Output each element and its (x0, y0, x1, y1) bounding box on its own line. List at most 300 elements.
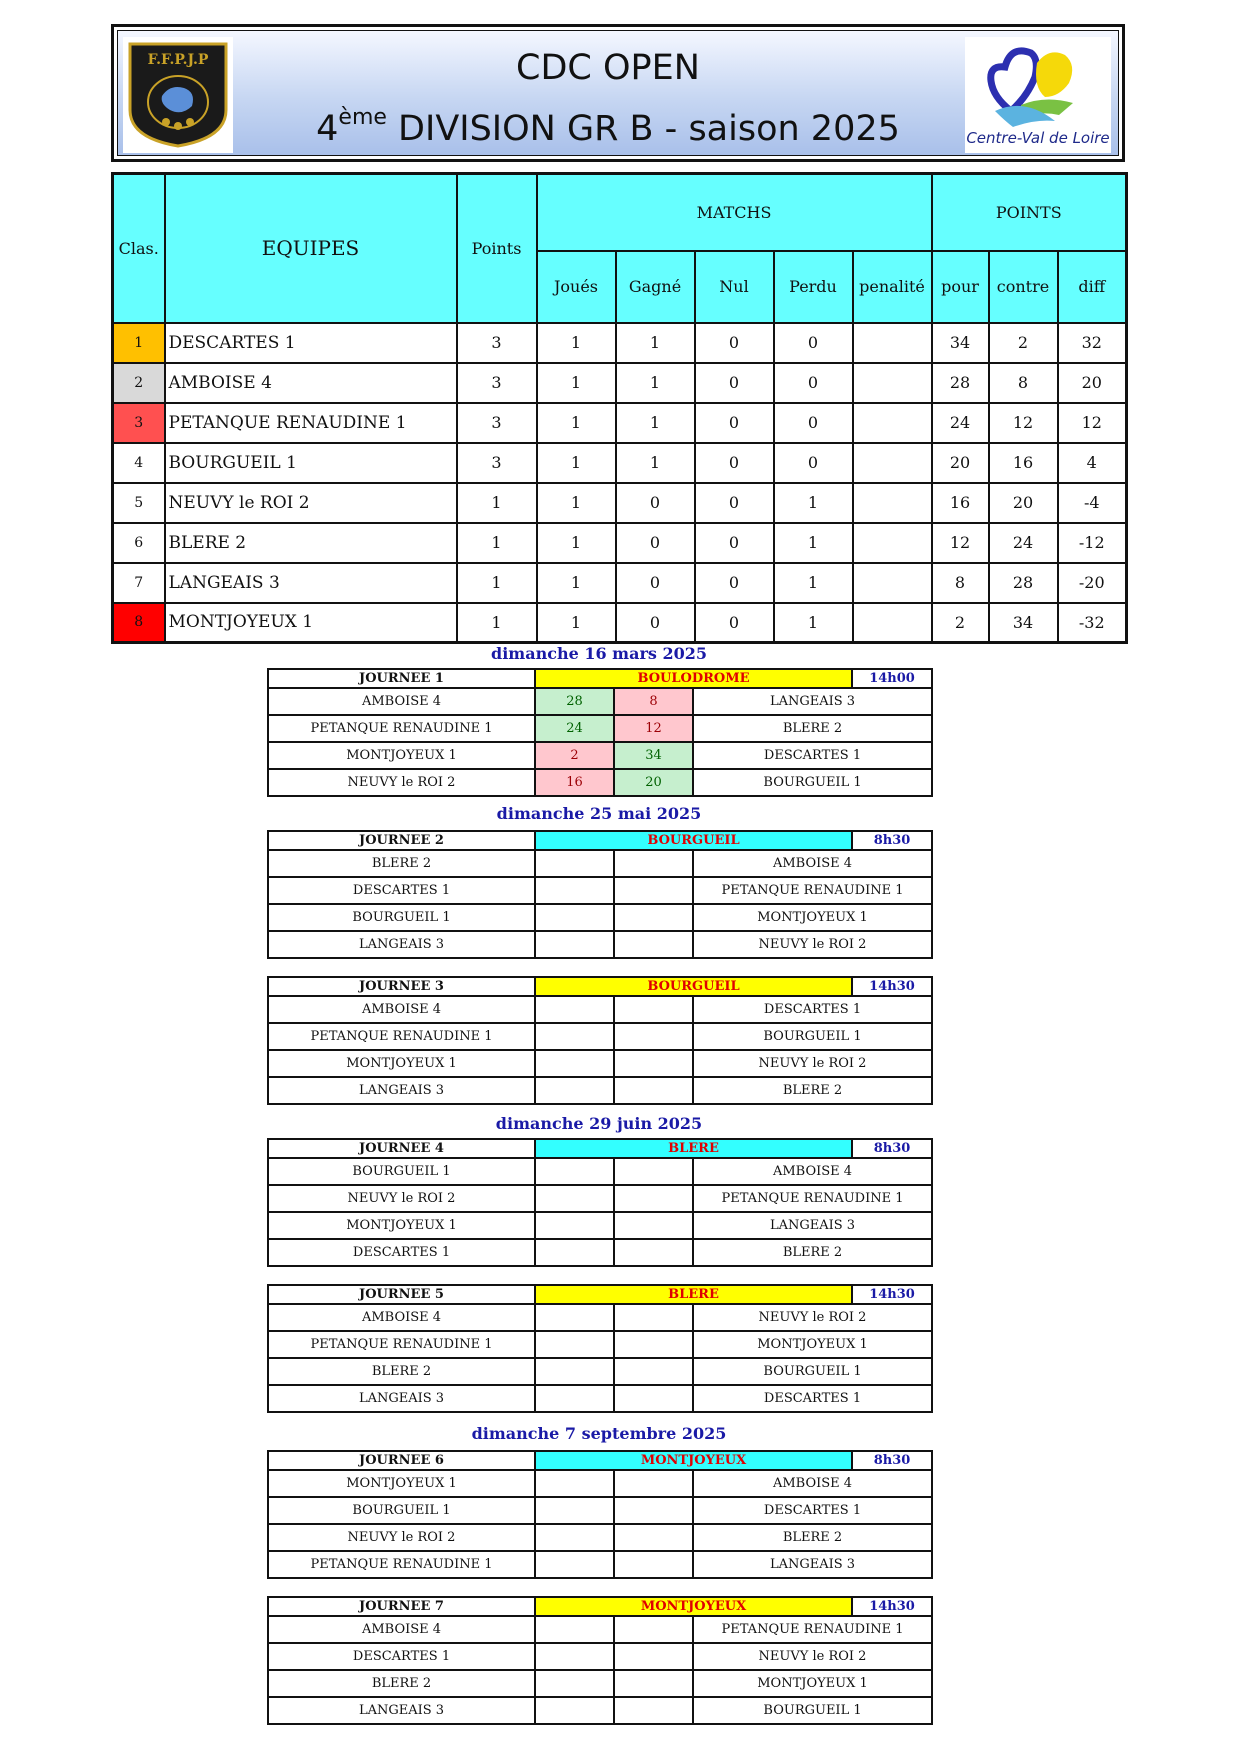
nul-cell: 0 (695, 483, 774, 523)
standings-header-row-1 (113, 174, 1127, 251)
penalite-cell (853, 603, 932, 643)
journee-time: 14h00 (852, 669, 932, 688)
title-superscript: ème (338, 105, 387, 130)
away-score (614, 1643, 693, 1670)
points-cell: 3 (457, 323, 537, 363)
header-perdu: Perdu (774, 251, 853, 323)
table-row (113, 323, 1127, 363)
header-inner (117, 30, 1119, 156)
match-row (268, 1524, 932, 1551)
away-score (614, 1616, 693, 1643)
home-score (535, 1470, 614, 1497)
diff-cell: 12 (1058, 403, 1127, 443)
away-team: PETANQUE RENAUDINE 1 (693, 1616, 932, 1643)
perdu-cell: 0 (774, 363, 853, 403)
gagne-cell: 1 (616, 443, 695, 483)
away-score (614, 1158, 693, 1185)
journee-venue: MONTJOYEUX (535, 1597, 852, 1616)
away-team: MONTJOYEUX 1 (693, 1670, 932, 1697)
rank-cell: 3 (113, 403, 165, 443)
home-team: MONTJOYEUX 1 (268, 1212, 535, 1239)
table-row (113, 523, 1127, 563)
home-score (535, 877, 614, 904)
points-cell: 3 (457, 363, 537, 403)
diff-cell: -4 (1058, 483, 1127, 523)
away-team: DESCARTES 1 (693, 996, 932, 1023)
joues-cell: 1 (537, 563, 616, 603)
home-score (535, 850, 614, 877)
away-score (614, 931, 693, 958)
region-logo-text: Centre-Val de Loire (966, 129, 1110, 147)
penalite-cell (853, 363, 932, 403)
rank-cell: 1 (113, 323, 165, 363)
nul-cell: 0 (695, 563, 774, 603)
journee-label: JOURNEE 4 (268, 1139, 535, 1158)
match-row (268, 1358, 932, 1385)
nul-cell: 0 (695, 403, 774, 443)
contre-cell: 2 (989, 323, 1058, 363)
match-row (268, 1185, 932, 1212)
match-row (268, 1212, 932, 1239)
header-penalite: penalité (853, 251, 932, 323)
away-score (614, 1670, 693, 1697)
contre-cell: 34 (989, 603, 1058, 643)
journee-time: 8h30 (852, 831, 932, 850)
home-score (535, 1524, 614, 1551)
nul-cell: 0 (695, 323, 774, 363)
team-cell: PETANQUE RENAUDINE 1 (165, 403, 457, 443)
ffpjp-logo-text: F.F.P.J.P (147, 52, 209, 68)
day-title: dimanche 16 mars 2025 (491, 644, 707, 663)
points-cell: 1 (457, 483, 537, 523)
home-score (535, 1077, 614, 1104)
pour-cell: 24 (932, 403, 989, 443)
away-score (614, 1023, 693, 1050)
home-team: PETANQUE RENAUDINE 1 (268, 715, 535, 742)
match-row (268, 877, 932, 904)
points-cell: 3 (457, 403, 537, 443)
contre-cell: 20 (989, 483, 1058, 523)
home-score (535, 1497, 614, 1524)
away-team: DESCARTES 1 (693, 1497, 932, 1524)
points-cell: 1 (457, 563, 537, 603)
home-score (535, 1385, 614, 1412)
team-cell: AMBOISE 4 (165, 363, 457, 403)
joues-cell: 1 (537, 443, 616, 483)
team-cell: LANGEAIS 3 (165, 563, 457, 603)
nul-cell: 0 (695, 363, 774, 403)
nul-cell: 0 (695, 523, 774, 563)
home-team: MONTJOYEUX 1 (268, 1050, 535, 1077)
ffpjp-shield-icon (126, 40, 230, 150)
match-row (268, 904, 932, 931)
journee-venue: BOURGUEIL (535, 831, 852, 850)
away-team: DESCARTES 1 (693, 742, 932, 769)
match-row (268, 715, 932, 742)
gagne-cell: 0 (616, 563, 695, 603)
penalite-cell (853, 323, 932, 363)
penalite-cell (853, 483, 932, 523)
journee-time: 14h30 (852, 1285, 932, 1304)
header-banner (111, 24, 1125, 162)
match-row (268, 1304, 932, 1331)
match-row (268, 742, 932, 769)
away-team: PETANQUE RENAUDINE 1 (693, 877, 932, 904)
home-team: BOURGUEIL 1 (268, 1158, 535, 1185)
joues-cell: 1 (537, 363, 616, 403)
journee-header-row (268, 1451, 932, 1470)
home-score (535, 996, 614, 1023)
home-team: BOURGUEIL 1 (268, 904, 535, 931)
home-score (535, 1023, 614, 1050)
away-score (614, 1050, 693, 1077)
contre-cell: 24 (989, 523, 1058, 563)
table-row (113, 403, 1127, 443)
header-nul: Nul (695, 251, 774, 323)
away-score: 20 (614, 769, 693, 796)
page-title (268, 45, 948, 156)
joues-cell: 1 (537, 323, 616, 363)
away-score (614, 904, 693, 931)
day-title: dimanche 7 septembre 2025 (471, 1424, 727, 1443)
match-row (268, 1616, 932, 1643)
home-score (535, 1158, 614, 1185)
journee-time: 8h30 (852, 1451, 932, 1470)
match-row (268, 1497, 932, 1524)
header-contre: contre (989, 251, 1058, 323)
journee-time: 14h30 (852, 977, 932, 996)
home-team: BLERE 2 (268, 1358, 535, 1385)
match-row (268, 1643, 932, 1670)
perdu-cell: 1 (774, 483, 853, 523)
contre-cell: 16 (989, 443, 1058, 483)
match-row (268, 1239, 932, 1266)
match-row (268, 1158, 932, 1185)
diff-cell: 20 (1058, 363, 1127, 403)
table-row (113, 563, 1127, 603)
away-score: 12 (614, 715, 693, 742)
header-joues: Joués (537, 251, 616, 323)
away-team: NEUVY le ROI 2 (693, 1050, 932, 1077)
home-score (535, 1697, 614, 1724)
journee-venue: BLERE (535, 1285, 852, 1304)
away-team: BLERE 2 (693, 1524, 932, 1551)
journee-header-row (268, 977, 932, 996)
home-team: NEUVY le ROI 2 (268, 1185, 535, 1212)
diff-cell: 4 (1058, 443, 1127, 483)
away-team: LANGEAIS 3 (693, 1212, 932, 1239)
home-team: MONTJOYEUX 1 (268, 1470, 535, 1497)
home-score (535, 1239, 614, 1266)
joues-cell: 1 (537, 523, 616, 563)
match-row (268, 688, 932, 715)
home-team: PETANQUE RENAUDINE 1 (268, 1551, 535, 1578)
journee-table (267, 1596, 933, 1725)
header-pour: pour (932, 251, 989, 323)
home-team: BLERE 2 (268, 1670, 535, 1697)
match-row (268, 1050, 932, 1077)
home-team: AMBOISE 4 (268, 996, 535, 1023)
away-team: BOURGUEIL 1 (693, 769, 932, 796)
penalite-cell (853, 523, 932, 563)
journee-label: JOURNEE 6 (268, 1451, 535, 1470)
away-score (614, 1239, 693, 1266)
away-score (614, 1331, 693, 1358)
away-team: MONTJOYEUX 1 (693, 904, 932, 931)
journee-venue: BOULODROME (535, 669, 852, 688)
header-matchs: MATCHS (537, 174, 932, 251)
day-title: dimanche 29 juin 2025 (495, 1114, 703, 1133)
points-cell: 1 (457, 523, 537, 563)
away-team: LANGEAIS 3 (693, 688, 932, 715)
journee-header-row (268, 1597, 932, 1616)
away-team: BOURGUEIL 1 (693, 1023, 932, 1050)
home-team: LANGEAIS 3 (268, 931, 535, 958)
away-score (614, 877, 693, 904)
away-score (614, 1470, 693, 1497)
match-row (268, 996, 932, 1023)
journee-label: JOURNEE 1 (268, 669, 535, 688)
header-gagne: Gagné (616, 251, 695, 323)
home-team: LANGEAIS 3 (268, 1697, 535, 1724)
gagne-cell: 0 (616, 483, 695, 523)
journee-table (267, 1138, 933, 1267)
journee-header-row (268, 1139, 932, 1158)
team-cell: MONTJOYEUX 1 (165, 603, 457, 643)
home-score (535, 1358, 614, 1385)
match-row (268, 1697, 932, 1724)
table-row (113, 443, 1127, 483)
home-score: 28 (535, 688, 614, 715)
home-score (535, 1643, 614, 1670)
pour-cell: 20 (932, 443, 989, 483)
team-cell: BLERE 2 (165, 523, 457, 563)
points-cell: 3 (457, 443, 537, 483)
home-team: NEUVY le ROI 2 (268, 769, 535, 796)
diff-cell: -12 (1058, 523, 1127, 563)
away-team: NEUVY le ROI 2 (693, 1643, 932, 1670)
home-score (535, 1551, 614, 1578)
journee-label: JOURNEE 5 (268, 1285, 535, 1304)
contre-cell: 8 (989, 363, 1058, 403)
away-score (614, 1358, 693, 1385)
day-title: dimanche 25 mai 2025 (496, 804, 702, 823)
diff-cell: -32 (1058, 603, 1127, 643)
home-team: BLERE 2 (268, 850, 535, 877)
perdu-cell: 1 (774, 523, 853, 563)
home-score (535, 1212, 614, 1239)
match-row (268, 769, 932, 796)
pour-cell: 8 (932, 563, 989, 603)
table-row (113, 363, 1127, 403)
home-team: DESCARTES 1 (268, 877, 535, 904)
joues-cell: 1 (537, 403, 616, 443)
pour-cell: 12 (932, 523, 989, 563)
team-cell: NEUVY le ROI 2 (165, 483, 457, 523)
away-team: BLERE 2 (693, 715, 932, 742)
match-row (268, 1551, 932, 1578)
away-score (614, 1077, 693, 1104)
home-score (535, 1331, 614, 1358)
pour-cell: 34 (932, 323, 989, 363)
standings-body (113, 323, 1127, 643)
rank-cell: 4 (113, 443, 165, 483)
contre-cell: 12 (989, 403, 1058, 443)
away-team: AMBOISE 4 (693, 1470, 932, 1497)
away-score: 8 (614, 688, 693, 715)
away-score (614, 850, 693, 877)
match-row (268, 1670, 932, 1697)
header-points-group: POINTS (932, 174, 1127, 251)
penalite-cell (853, 403, 932, 443)
gagne-cell: 1 (616, 363, 695, 403)
home-team: PETANQUE RENAUDINE 1 (268, 1023, 535, 1050)
away-team: BLERE 2 (693, 1239, 932, 1266)
away-team: AMBOISE 4 (693, 1158, 932, 1185)
journee-table (267, 1450, 933, 1579)
home-score: 16 (535, 769, 614, 796)
perdu-cell: 0 (774, 323, 853, 363)
away-score (614, 996, 693, 1023)
points-cell: 1 (457, 603, 537, 643)
match-row (268, 1077, 932, 1104)
journee-header-row (268, 669, 932, 688)
journee-table (267, 1284, 933, 1413)
nul-cell: 0 (695, 603, 774, 643)
home-score: 24 (535, 715, 614, 742)
gagne-cell: 0 (616, 603, 695, 643)
journee-label: JOURNEE 7 (268, 1597, 535, 1616)
home-score (535, 1616, 614, 1643)
away-team: AMBOISE 4 (693, 850, 932, 877)
home-score (535, 1185, 614, 1212)
table-row (113, 483, 1127, 523)
home-score (535, 931, 614, 958)
away-score (614, 1185, 693, 1212)
match-row (268, 1331, 932, 1358)
home-team: NEUVY le ROI 2 (268, 1524, 535, 1551)
journee-venue: BLERE (535, 1139, 852, 1158)
away-team: BLERE 2 (693, 1077, 932, 1104)
home-team: LANGEAIS 3 (268, 1077, 535, 1104)
title-division-number: 4 (316, 109, 339, 149)
region-logo (965, 37, 1111, 153)
away-team: BOURGUEIL 1 (693, 1358, 932, 1385)
home-score (535, 1050, 614, 1077)
away-team: DESCARTES 1 (693, 1385, 932, 1412)
journee-time: 8h30 (852, 1139, 932, 1158)
nul-cell: 0 (695, 443, 774, 483)
away-score (614, 1697, 693, 1724)
match-row (268, 1470, 932, 1497)
penalite-cell (853, 443, 932, 483)
home-team: BOURGUEIL 1 (268, 1497, 535, 1524)
journee-header-row (268, 831, 932, 850)
journee-header-row (268, 1285, 932, 1304)
team-cell: DESCARTES 1 (165, 323, 457, 363)
home-score (535, 1304, 614, 1331)
contre-cell: 28 (989, 563, 1058, 603)
journee-label: JOURNEE 3 (268, 977, 535, 996)
journee-time: 14h30 (852, 1597, 932, 1616)
region-heart-icon (965, 37, 1111, 153)
away-score (614, 1304, 693, 1331)
away-score (614, 1524, 693, 1551)
home-team: AMBOISE 4 (268, 688, 535, 715)
home-score (535, 1670, 614, 1697)
title-line-1: CDC OPEN (516, 48, 700, 88)
home-team: PETANQUE RENAUDINE 1 (268, 1331, 535, 1358)
home-score (535, 904, 614, 931)
home-team: DESCARTES 1 (268, 1643, 535, 1670)
away-score (614, 1385, 693, 1412)
penalite-cell (853, 563, 932, 603)
pour-cell: 2 (932, 603, 989, 643)
pour-cell: 28 (932, 363, 989, 403)
rank-cell: 7 (113, 563, 165, 603)
standings-table (111, 172, 1128, 644)
team-cell: BOURGUEIL 1 (165, 443, 457, 483)
away-score (614, 1497, 693, 1524)
away-team: BOURGUEIL 1 (693, 1697, 932, 1724)
home-team: MONTJOYEUX 1 (268, 742, 535, 769)
header-equipes: EQUIPES (165, 174, 457, 323)
home-team: DESCARTES 1 (268, 1239, 535, 1266)
ffpjp-logo (123, 37, 233, 153)
journee-table (267, 830, 933, 959)
home-score: 2 (535, 742, 614, 769)
away-score: 34 (614, 742, 693, 769)
journee-table (267, 668, 933, 797)
rank-cell: 8 (113, 603, 165, 643)
diff-cell: 32 (1058, 323, 1127, 363)
joues-cell: 1 (537, 603, 616, 643)
away-team: LANGEAIS 3 (693, 1551, 932, 1578)
joues-cell: 1 (537, 483, 616, 523)
journee-venue: BOURGUEIL (535, 977, 852, 996)
rank-cell: 5 (113, 483, 165, 523)
header-diff: diff (1058, 251, 1127, 323)
away-score (614, 1551, 693, 1578)
journee-venue: MONTJOYEUX (535, 1451, 852, 1470)
title-line-2 (268, 91, 948, 156)
perdu-cell: 1 (774, 603, 853, 643)
pour-cell: 16 (932, 483, 989, 523)
match-row (268, 931, 932, 958)
away-team: PETANQUE RENAUDINE 1 (693, 1185, 932, 1212)
perdu-cell: 0 (774, 443, 853, 483)
journee-table (267, 976, 933, 1105)
header-clas: Clas. (113, 174, 165, 323)
rank-cell: 2 (113, 363, 165, 403)
header-points: Points (457, 174, 537, 323)
match-row (268, 850, 932, 877)
rank-cell: 6 (113, 523, 165, 563)
gagne-cell: 1 (616, 403, 695, 443)
diff-cell: -20 (1058, 563, 1127, 603)
away-score (614, 1212, 693, 1239)
away-team: NEUVY le ROI 2 (693, 1304, 932, 1331)
match-row (268, 1385, 932, 1412)
away-team: NEUVY le ROI 2 (693, 931, 932, 958)
journee-label: JOURNEE 2 (268, 831, 535, 850)
home-team: AMBOISE 4 (268, 1304, 535, 1331)
home-team: LANGEAIS 3 (268, 1385, 535, 1412)
match-row (268, 1023, 932, 1050)
table-row (113, 603, 1127, 643)
home-team: AMBOISE 4 (268, 1616, 535, 1643)
perdu-cell: 0 (774, 403, 853, 443)
